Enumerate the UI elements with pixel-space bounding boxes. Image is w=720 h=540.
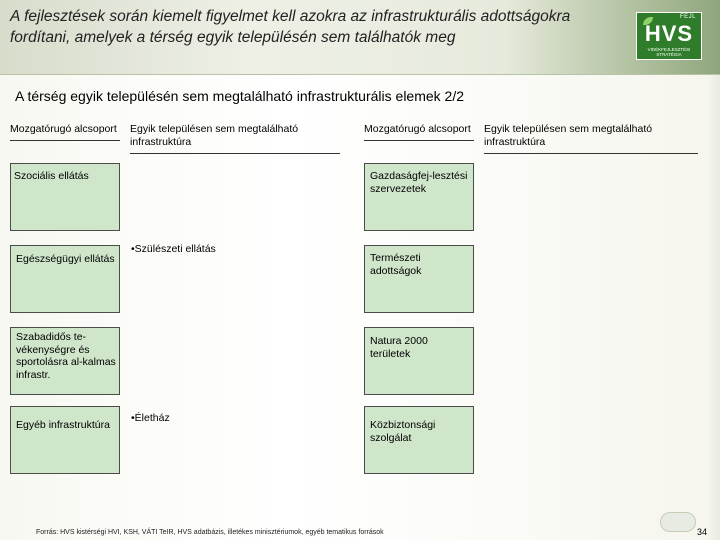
header-divider [0,74,720,75]
row-label-natura: Natura 2000 területek [370,335,428,360]
row-box-egyeb [10,406,120,474]
row-label-termeszeti: Természeti adottságok [370,252,422,277]
row-label-szabadido: Szabadidős te-vékenységre és sportolásra al-kalmas infrastr. [16,331,116,381]
column-header-4: Egyik településen sem megtalálható infrastruktúra [484,123,698,154]
column-header-1: Mozgatórugó alcsoport [10,123,120,141]
source-note: Forrás: HVS kistérségi HVI, KSH, VÁTI TeIR, HVS adatbázis, illetékes minisztériumok, egyéb tematikus források [36,529,384,536]
hvs-logo [636,12,702,60]
row-label-szocialis: Szociális ellátás [14,170,89,182]
row-label-egyeb: Egyéb infrastruktúra [16,419,110,431]
logo-main-text: HVS [644,21,694,46]
page-number: 34 [697,527,708,537]
slide-title: A fejlesztések során kiemelt figyelmet kell azokra az infrastrukturális adottságokra fordítani, amelyek a térség egyik településén sem találhatók meg [10,8,571,46]
row-label-gazdasagfejlesztesi: Gazdaságfej-lesztési szervezetek [370,170,468,195]
row-label-egeszsegugyi: Egészségügyi ellátás [16,253,115,265]
section-title: A térség egyik településén sem megtalálható infrastrukturális elemek 2/2 [15,88,465,104]
row-label-kozbiztonsagi: Közbiztonsági szolgálat [370,419,436,444]
infra-item-eletház: •Életház [131,412,170,424]
column-header-3: Mozgatórugó alcsoport [364,123,474,141]
infra-item-szuleszeti: •Szülészeti ellátás [131,243,216,255]
column-header-2: Egyik településen sem megtalálható infrastruktúra [130,123,340,154]
logo-small-text: FEJL [679,14,696,20]
logo-sub-text: VIDÉKFEJLESZTÉSI STRATÉGIA [647,47,691,57]
decorative-strip [708,75,720,540]
small-logo-icon [660,512,696,532]
